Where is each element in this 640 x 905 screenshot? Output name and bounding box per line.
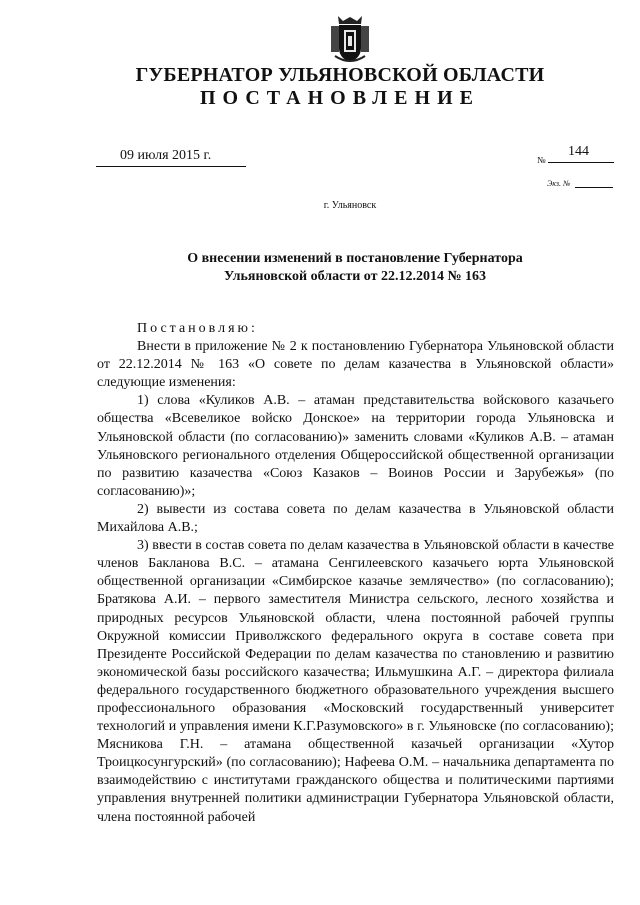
copy-number-label: Экз. №: [547, 179, 571, 188]
subject-line-1: О внесении изменений в постановление Губернатора: [187, 251, 523, 266]
body-paragraph-1: Внести в приложение № 2 к постановлению Губернатора Ульяновской области от 22.12.2014 № 163 «О совете по делам казачества в Ульяновской области» следующие изменения:: [97, 339, 614, 391]
coat-of-arms-icon: [329, 12, 371, 64]
date-underline: [96, 166, 246, 167]
number-underline: [548, 162, 614, 163]
resolution-intro: Постановляю:: [137, 321, 258, 336]
document-number: 144: [568, 144, 589, 159]
body-paragraph-3: 2) вывести из состава совета по делам казачества в Ульяновской области Михайлова А.В.;: [97, 501, 614, 536]
document-subject: [120, 250, 590, 286]
issuing-authority: ГУБЕРНАТОР УЛЬЯНОВСКОЙ ОБЛАСТИ: [135, 64, 545, 86]
document-type: ПОСТАНОВЛЕНИЕ: [200, 87, 480, 109]
copy-number-underline: [575, 187, 613, 188]
document-body: [97, 320, 614, 827]
document-date: 09 июля 2015 г.: [120, 148, 212, 163]
number-label: №: [537, 155, 546, 165]
body-paragraph-4: 3) ввести в состав совета по делам казачества в Ульяновской области в качестве членов Бакланова В.С. – атамана Сенгилеевского казачьего юрта Ульяновской общественной организации «Симбирское казачье землячество» (по согласованию); Братякова А.И. – первого заместителя Министра сельского, лесного хозяйства и природных ресурсов Ульяновской области, члена постоянной рабочей группы Окружной комиссии Приволжского федерального округа в составе совета при Президенте Российской Федерации по делам казачества по становлению и развитию экономической базы российского казачества; Ильмушкина А.Г. – директора филиала федерального государственного бюджетного образовательного учреждения высшего профессионального образования «Московский государственный университет технологий и управления имени К.Г.Разумовского» в г. Ульяновске (по согласованию); Мясникова Г.Н. – атамана общественной казачьей организации «Хутор Троицкосунгурский» (по согласованию); Нафеева О.М. – начальника департамента по взаимодействию с институтами гражданского общества и политическими партиями управления внутренней политики администрации Губернатора Ульяновской области, члена постоянной рабочей: [97, 538, 614, 825]
city: г. Ульяновск: [323, 200, 377, 211]
subject-line-2: Ульяновской области от 22.12.2014 № 163: [223, 269, 487, 284]
body-paragraph-2: 1) слова «Куликов А.В. – атаман представительства войскового казачьего общества «Всевеликое войско Донское» на территории города Ульяновска и Ульяновской области (по согласованию)» заменить словами «Куликов А.В. – атаман Ульяновского регионального отделения Общероссийской общественной организации по развитию казачества «Союз Казаков – Воинов России и Зарубежья» (по согласованию)»;: [97, 393, 614, 499]
